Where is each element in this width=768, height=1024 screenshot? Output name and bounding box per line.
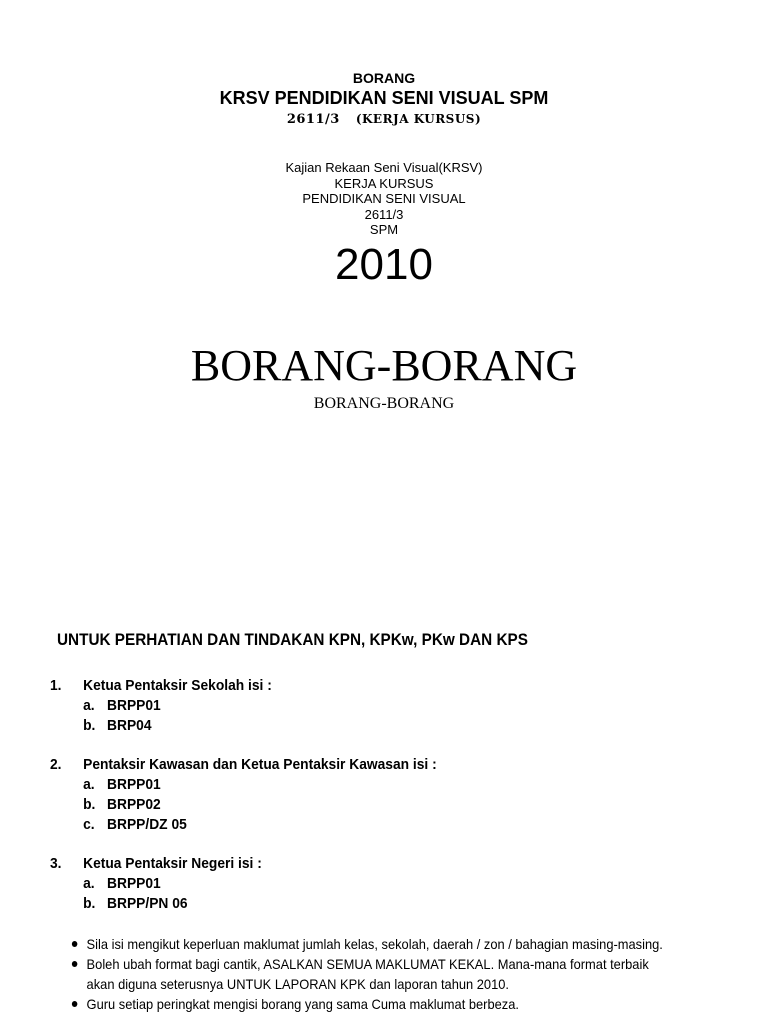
item-number: 3. — [50, 855, 62, 872]
sub-item — [50, 894, 694, 914]
list-item — [50, 854, 694, 874]
sub-item-text: BRPP01 — [107, 875, 161, 892]
instruction-list — [50, 676, 750, 933]
bullet-icon — [72, 1001, 78, 1007]
sub-item-letter: a. — [83, 875, 95, 892]
note-line: Sila isi mengikut keperluan maklumat jumlah kelas, sekolah, daerah / zon / bahagian masing-masing. — [86, 936, 663, 952]
year: 2010 — [335, 240, 433, 289]
bullet-icon — [72, 941, 78, 947]
item-number: 1. — [50, 677, 62, 694]
info-line: 2611/3 — [364, 206, 404, 222]
sub-item — [50, 874, 694, 894]
list-section-2 — [50, 755, 750, 835]
sub-item-text: BRP04 — [107, 717, 152, 734]
sub-item — [50, 815, 694, 835]
notice-heading: UNTUK PERHATIAN DAN TINDAKAN KPN, KPKw, PKw DAN KPS — [57, 630, 528, 649]
sub-item-text: BRPP/PN 06 — [107, 895, 188, 912]
sub-item — [50, 716, 694, 736]
note-line: akan diguna seterusnya UNTUK LAPORAN KPK dan laporan tahun 2010. — [86, 976, 509, 992]
sub-item-text: BRPP01 — [107, 776, 161, 793]
bullet-icon — [72, 961, 78, 967]
sub-item-text: BRPP01 — [107, 697, 161, 714]
small-title: BORANG-BORANG — [313, 395, 455, 412]
note-item — [70, 954, 749, 994]
sub-item-letter: a. — [83, 776, 95, 793]
sub-item — [50, 775, 694, 795]
sub-item-text: BRPP/DZ 05 — [107, 816, 187, 833]
subject-code: 2611/3 — [286, 112, 340, 127]
item-number: 2. — [50, 756, 62, 773]
sub-item-letter: b. — [83, 895, 96, 912]
big-title: BORANG-BORANG — [190, 341, 578, 390]
sub-item-letter: b. — [83, 796, 96, 813]
header-label: BORANG — [352, 70, 416, 86]
notes-list — [70, 934, 750, 1014]
subject-code-note: (KERJA KURSUS) — [355, 112, 482, 126]
info-line: SPM — [369, 222, 399, 237]
item-text: Pentaksir Kawasan dan Ketua Pentaksir Kawasan isi : — [83, 756, 437, 773]
info-line: Kajian Rekaan Seni Visual(KRSV) — [285, 160, 483, 175]
subject-code-line — [0, 112, 768, 127]
note-line: Guru setiap peringkat mengisi borang yang sama Cuma maklumat berbeza. — [86, 996, 519, 1012]
sub-item — [50, 696, 694, 716]
sub-item-text: BRPP02 — [107, 796, 161, 813]
list-section-3 — [50, 854, 750, 914]
info-line: PENDIDIKAN SENI VISUAL — [302, 191, 466, 206]
sub-item — [50, 795, 694, 815]
list-item — [50, 755, 694, 775]
item-text: Ketua Pentaksir Sekolah isi : — [83, 677, 272, 694]
item-text: Ketua Pentaksir Negeri isi : — [83, 855, 262, 872]
note-item — [70, 994, 749, 1014]
sub-item-letter: c. — [83, 816, 95, 833]
sub-item-letter: a. — [83, 697, 95, 714]
info-line: KERJA KURSUS — [334, 175, 434, 191]
document-title: KRSV PENDIDIKAN SENI VISUAL SPM — [219, 88, 549, 108]
list-item — [50, 676, 694, 696]
sub-item-letter: b. — [83, 717, 96, 734]
list-section-1 — [50, 676, 750, 736]
info-block — [0, 160, 768, 238]
note-line: Boleh ubah format bagi cantik, ASALKAN SEMUA MAKLUMAT KEKAL. Mana-mana format terbaik — [86, 956, 649, 972]
note-item — [70, 934, 749, 954]
